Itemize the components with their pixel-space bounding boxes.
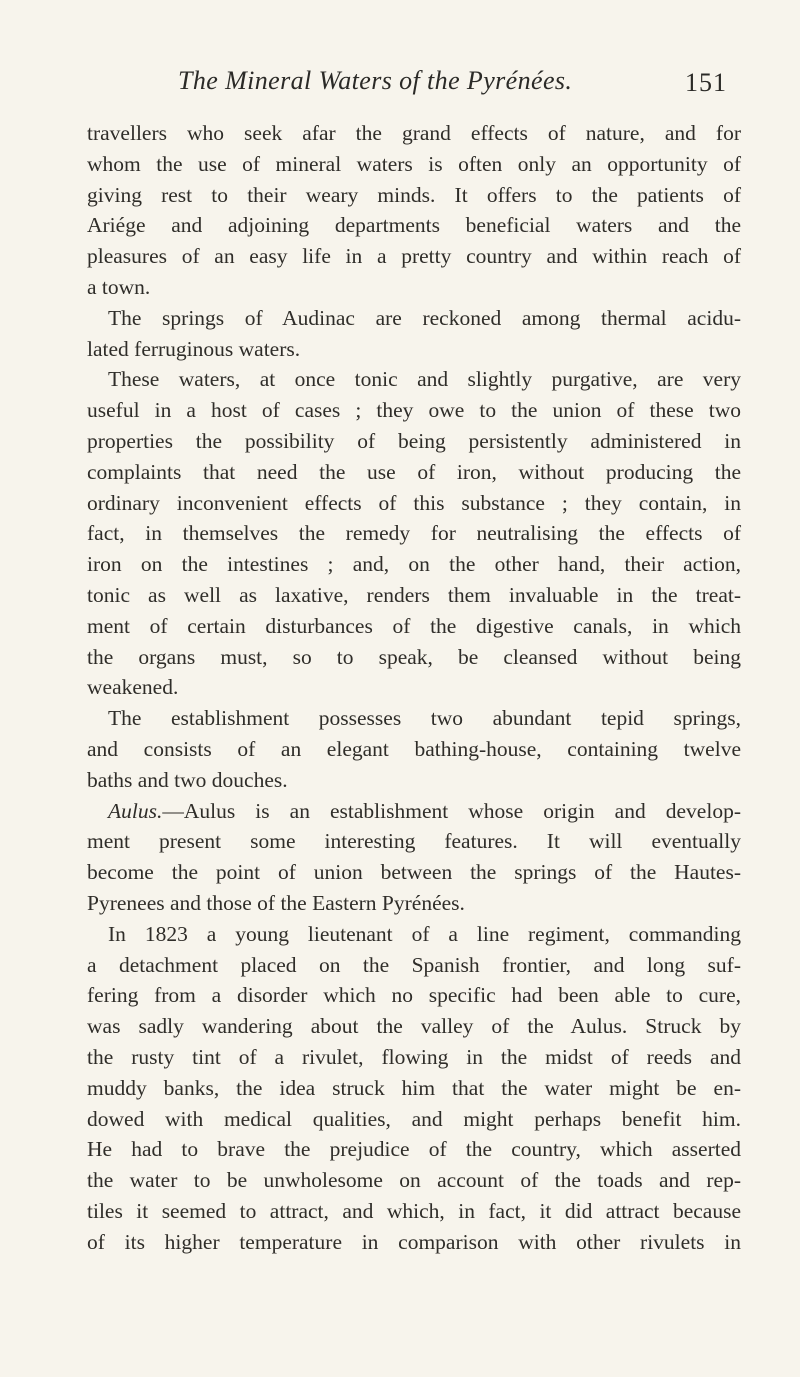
text-line: tiles it seemed to attract, and which, in fact, it did attract because bbox=[87, 1198, 741, 1223]
text-line: The establishment possesses two abundant tepid springs, bbox=[108, 706, 741, 731]
text-line: baths and two douches. bbox=[87, 767, 288, 792]
text-line: ment present some interesting features. It will eventually bbox=[87, 829, 741, 854]
text-line: giving rest to their weary minds. It offers to the patients of bbox=[87, 182, 741, 207]
text-line: dowed with medical qualities, and might perhaps benefit him. bbox=[87, 1106, 741, 1131]
running-title: The Mineral Waters of the Pyrénées. bbox=[178, 66, 573, 95]
text-line: become the point of union between the springs of the Hautes- bbox=[87, 860, 741, 885]
text-line: In 1823 a young lieutenant of a line regiment, commanding bbox=[108, 921, 741, 946]
text-line: travellers who seek afar the grand effects of nature, and for bbox=[87, 121, 741, 145]
aulus-paragraph-first-line bbox=[87, 796, 741, 827]
text-line: useful in a host of cases ; they owe to the union of these two bbox=[87, 398, 741, 423]
text-line: was sadly wandering about the valley of the Aulus. Struck by bbox=[87, 1014, 741, 1039]
text-line: Pyrenees and those of the Eastern Pyrénées. bbox=[87, 890, 465, 915]
text-line: iron on the intestines ; and, on the other hand, their action, bbox=[87, 552, 741, 577]
text-line-fragment: —Aulus is an establishment whose origin and develop- bbox=[162, 798, 741, 823]
text-line: properties the possibility of being persistently administered in bbox=[87, 428, 741, 453]
text-line: ordinary inconvenient effects of this substance ; they contain, in bbox=[87, 490, 741, 515]
text-line: the organs must, so to speak, be cleansed without being bbox=[87, 644, 741, 669]
text-line: fact, in themselves the remedy for neutralising the effects of bbox=[87, 521, 741, 546]
text-line: muddy banks, the idea struck him that the water might be en- bbox=[87, 1075, 741, 1100]
text-line: the water to be unwholesome on account of the toads and rep- bbox=[87, 1168, 741, 1193]
text-line: and consists of an elegant bathing-house, containing twelve bbox=[87, 736, 741, 761]
text-line: The springs of Audinac are reckoned among thermal acidu- bbox=[108, 305, 741, 330]
text-line: He had to brave the prejudice of the country, which asserted bbox=[87, 1137, 741, 1162]
text-line: ment of certain disturbances of the digestive canals, in which bbox=[87, 613, 741, 638]
text-line: the rusty tint of a rivulet, flowing in the midst of reeds and bbox=[87, 1044, 741, 1069]
text-line: of its higher temperature in comparison with other rivulets in bbox=[87, 1229, 741, 1254]
text-line: complaints that need the use of iron, without producing the bbox=[87, 459, 741, 484]
text-line: lated ferruginous waters. bbox=[87, 336, 301, 361]
text-line: whom the use of mineral waters is often only an opportunity of bbox=[87, 151, 741, 176]
text-line: pleasures of an easy life in a pretty country and within reach of bbox=[87, 244, 741, 269]
text-line: weakened. bbox=[87, 675, 179, 700]
text-line: Ariége and adjoining departments beneficial waters and the bbox=[87, 213, 741, 238]
text-line: These waters, at once tonic and slightly purgative, are very bbox=[108, 367, 741, 392]
text-line: a detachment placed on the Spanish frontier, and long suf- bbox=[87, 952, 741, 977]
running-head bbox=[0, 60, 800, 100]
section-heading-aulus: Aulus. bbox=[108, 798, 163, 823]
page-number: 151 bbox=[685, 68, 727, 97]
text-line: fering from a disorder which no specific had been able to cure, bbox=[87, 983, 741, 1008]
text-line: tonic as well as laxative, renders them invaluable in the treat- bbox=[87, 582, 741, 607]
body-text bbox=[87, 118, 741, 1257]
text-line: a town. bbox=[87, 274, 151, 299]
